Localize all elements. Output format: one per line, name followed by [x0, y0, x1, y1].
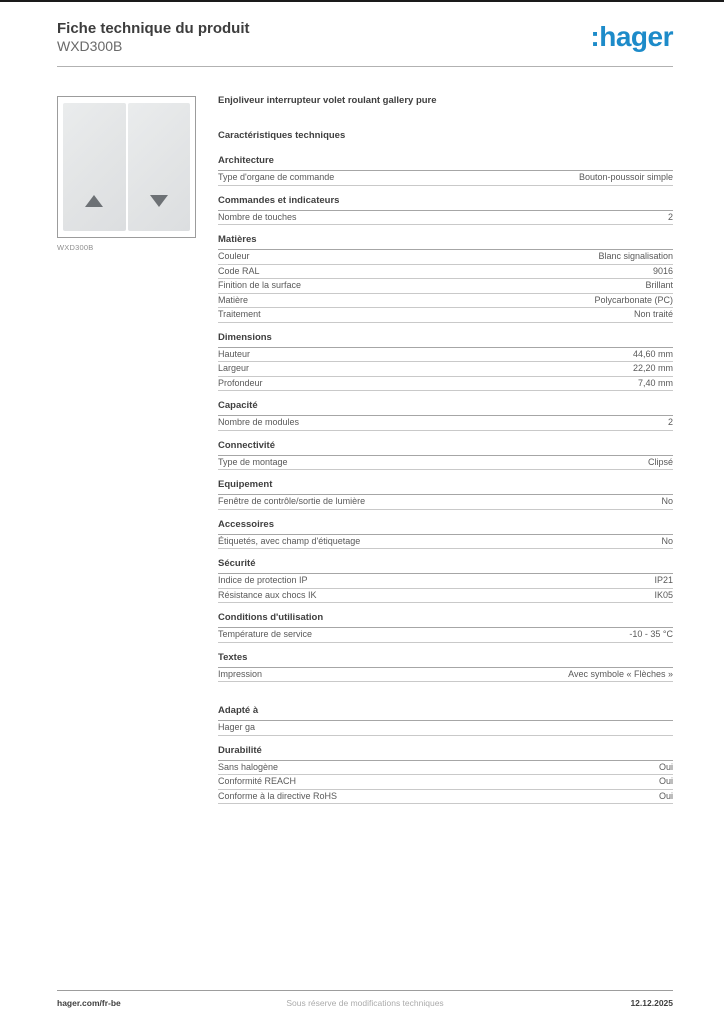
spec-row-label: Température de service — [218, 629, 313, 639]
spec-section — [218, 520, 673, 550]
spec-row-value: 7,40 mm — [637, 377, 673, 388]
spec-row — [218, 790, 673, 805]
spec-section — [218, 401, 673, 431]
spec-row-value: 9016 — [652, 265, 673, 276]
spec-section-rows — [218, 171, 673, 186]
footer-website: hager.com/fr-be — [57, 998, 121, 1008]
spec-column — [218, 96, 673, 804]
product-image-caption: WXD300B — [57, 243, 94, 252]
spec-row-label: Impression — [218, 668, 263, 679]
spec-row — [218, 589, 673, 604]
spec-section-rows — [218, 416, 673, 431]
spec-row — [218, 362, 673, 377]
spec-row-label: Code RAL — [218, 265, 260, 276]
spec-row-value: Bouton-poussoir simple — [578, 172, 673, 182]
document-header-titles — [57, 20, 250, 55]
spec-row-value: Clipsé — [647, 456, 673, 467]
spec-row — [218, 250, 673, 265]
spec-row-label: Couleur — [218, 251, 250, 261]
spec-section-title: Matières — [218, 235, 673, 250]
spec-row — [218, 495, 673, 510]
spec-row-label: Nombre de touches — [218, 211, 297, 222]
spec-row-label: Conformité REACH — [218, 776, 297, 786]
spec-section — [218, 441, 673, 471]
spec-section — [218, 613, 673, 643]
spec-row-value: Brillant — [645, 280, 673, 290]
spec-row — [218, 721, 673, 736]
main-content — [57, 96, 673, 804]
spec-section — [218, 235, 673, 323]
spec-row-value: Oui — [658, 761, 673, 772]
spec-row-label: Indice de protection IP — [218, 575, 308, 585]
spec-row — [218, 265, 673, 280]
spec-row — [218, 668, 673, 683]
spec-row — [218, 456, 673, 471]
spec-row — [218, 775, 673, 790]
spec-row-label: Largeur — [218, 363, 250, 373]
spec-row-value: Oui — [658, 790, 673, 801]
spec-row-label: Finition de la surface — [218, 280, 302, 290]
rocker-button-up — [63, 103, 126, 231]
spec-row-label: Traitement — [218, 309, 261, 319]
spec-section-title: Conditions d'utilisation — [218, 613, 673, 628]
spec-row — [218, 628, 673, 643]
spec-row-label: Type d'organe de commande — [218, 172, 335, 182]
spec-row-value: Polycarbonate (PC) — [594, 294, 673, 305]
spec-section-rows — [218, 668, 673, 683]
spec-section-title: Sécurité — [218, 559, 673, 574]
spec-section-rows — [218, 574, 673, 603]
spec-row-value: 22,20 mm — [632, 363, 673, 373]
spec-section-title: Dimensions — [218, 333, 673, 348]
spec-row-value: Avec symbole « Flèches » — [568, 668, 673, 679]
spec-section — [218, 156, 673, 186]
spec-row-label: Fenêtre de contrôle/sortie de lumière — [218, 496, 366, 506]
spec-section-rows — [218, 456, 673, 471]
spec-row-label: Sans halogène — [218, 761, 279, 772]
page-top-rule — [0, 0, 724, 2]
document-header — [57, 20, 673, 55]
tech-characteristics-title: Caractéristiques techniques — [218, 130, 346, 141]
spec-section-title: Textes — [218, 653, 673, 668]
spec-section — [218, 559, 673, 603]
spec-row-value: 2 — [667, 211, 673, 222]
spec-row — [218, 377, 673, 392]
spec-row-label: Résistance aux chocs IK — [218, 589, 317, 600]
spec-sections — [218, 156, 673, 804]
spec-row-label: Hager ga — [218, 722, 256, 732]
spec-section-title: Commandes et indicateurs — [218, 196, 673, 211]
spec-row-value: Oui — [658, 776, 673, 786]
spec-row — [218, 308, 673, 323]
spec-section-title: Architecture — [218, 156, 673, 171]
spec-row-value: -10 - 35 °C — [629, 629, 673, 639]
spec-section — [218, 706, 673, 736]
spec-section-title: Durabilité — [218, 746, 673, 761]
spec-row — [218, 574, 673, 589]
spec-row — [218, 211, 673, 226]
spec-section — [218, 653, 673, 683]
spec-section-title: Equipement — [218, 480, 673, 495]
product-image-column — [57, 96, 196, 804]
spec-row-value: 2 — [667, 417, 673, 427]
spec-section — [218, 333, 673, 392]
page-footer — [57, 990, 673, 1008]
spec-row-value: No — [661, 496, 673, 506]
spec-row-label: Matière — [218, 294, 249, 305]
spec-row-label: Hauteur — [218, 348, 251, 359]
product-name: Enjoliveur interrupteur volet roulant gallery pure — [218, 95, 437, 106]
spec-row — [218, 294, 673, 309]
spec-row-label: Nombre de modules — [218, 417, 300, 427]
spec-section-title: Accessoires — [218, 520, 673, 535]
spec-section-rows — [218, 761, 673, 805]
spec-section — [218, 746, 673, 805]
arrow-up-icon — [85, 195, 103, 207]
spec-row — [218, 279, 673, 294]
rocker-button-down — [128, 103, 191, 231]
spec-row-label: Étiquetés, avec champ d'étiquetage — [218, 535, 361, 546]
footer-date: 12.12.2025 — [630, 998, 673, 1008]
spec-row — [218, 761, 673, 776]
spec-row-label: Profondeur — [218, 377, 263, 388]
spec-section-rows — [218, 495, 673, 510]
product-image — [57, 96, 196, 238]
spec-section — [218, 480, 673, 510]
spec-row — [218, 535, 673, 550]
footer-disclaimer: Sous réserve de modifications techniques — [286, 998, 444, 1008]
header-divider — [57, 66, 673, 67]
spec-section-rows — [218, 628, 673, 643]
spec-section-title: Adapté à — [218, 706, 673, 721]
arrow-down-icon — [150, 195, 168, 207]
spec-section-rows — [218, 535, 673, 550]
product-code: WXD300B — [57, 38, 123, 54]
page-title: Fiche technique du produit — [57, 20, 250, 37]
spec-row-value: IP21 — [654, 575, 673, 585]
spec-section-rows — [218, 721, 673, 736]
spec-row-value: No — [661, 535, 673, 546]
spec-row — [218, 171, 673, 186]
spec-row — [218, 348, 673, 363]
spec-row-value: Non traité — [633, 309, 673, 319]
spec-row-value: IK05 — [654, 589, 673, 600]
spec-row-label: Type de montage — [218, 456, 288, 467]
spec-section-rows — [218, 348, 673, 392]
spec-row — [218, 416, 673, 431]
spec-section-rows — [218, 250, 673, 323]
spec-section-title: Connectivité — [218, 441, 673, 456]
spec-row-value: 44,60 mm — [632, 348, 673, 359]
hager-logo: :hager — [590, 21, 673, 52]
spec-section — [218, 196, 673, 226]
spec-row-label: Conforme à la directive RoHS — [218, 790, 338, 801]
spec-row-value: Blanc signalisation — [598, 251, 673, 261]
spec-section-title: Capacité — [218, 401, 673, 416]
spec-section-rows — [218, 211, 673, 226]
